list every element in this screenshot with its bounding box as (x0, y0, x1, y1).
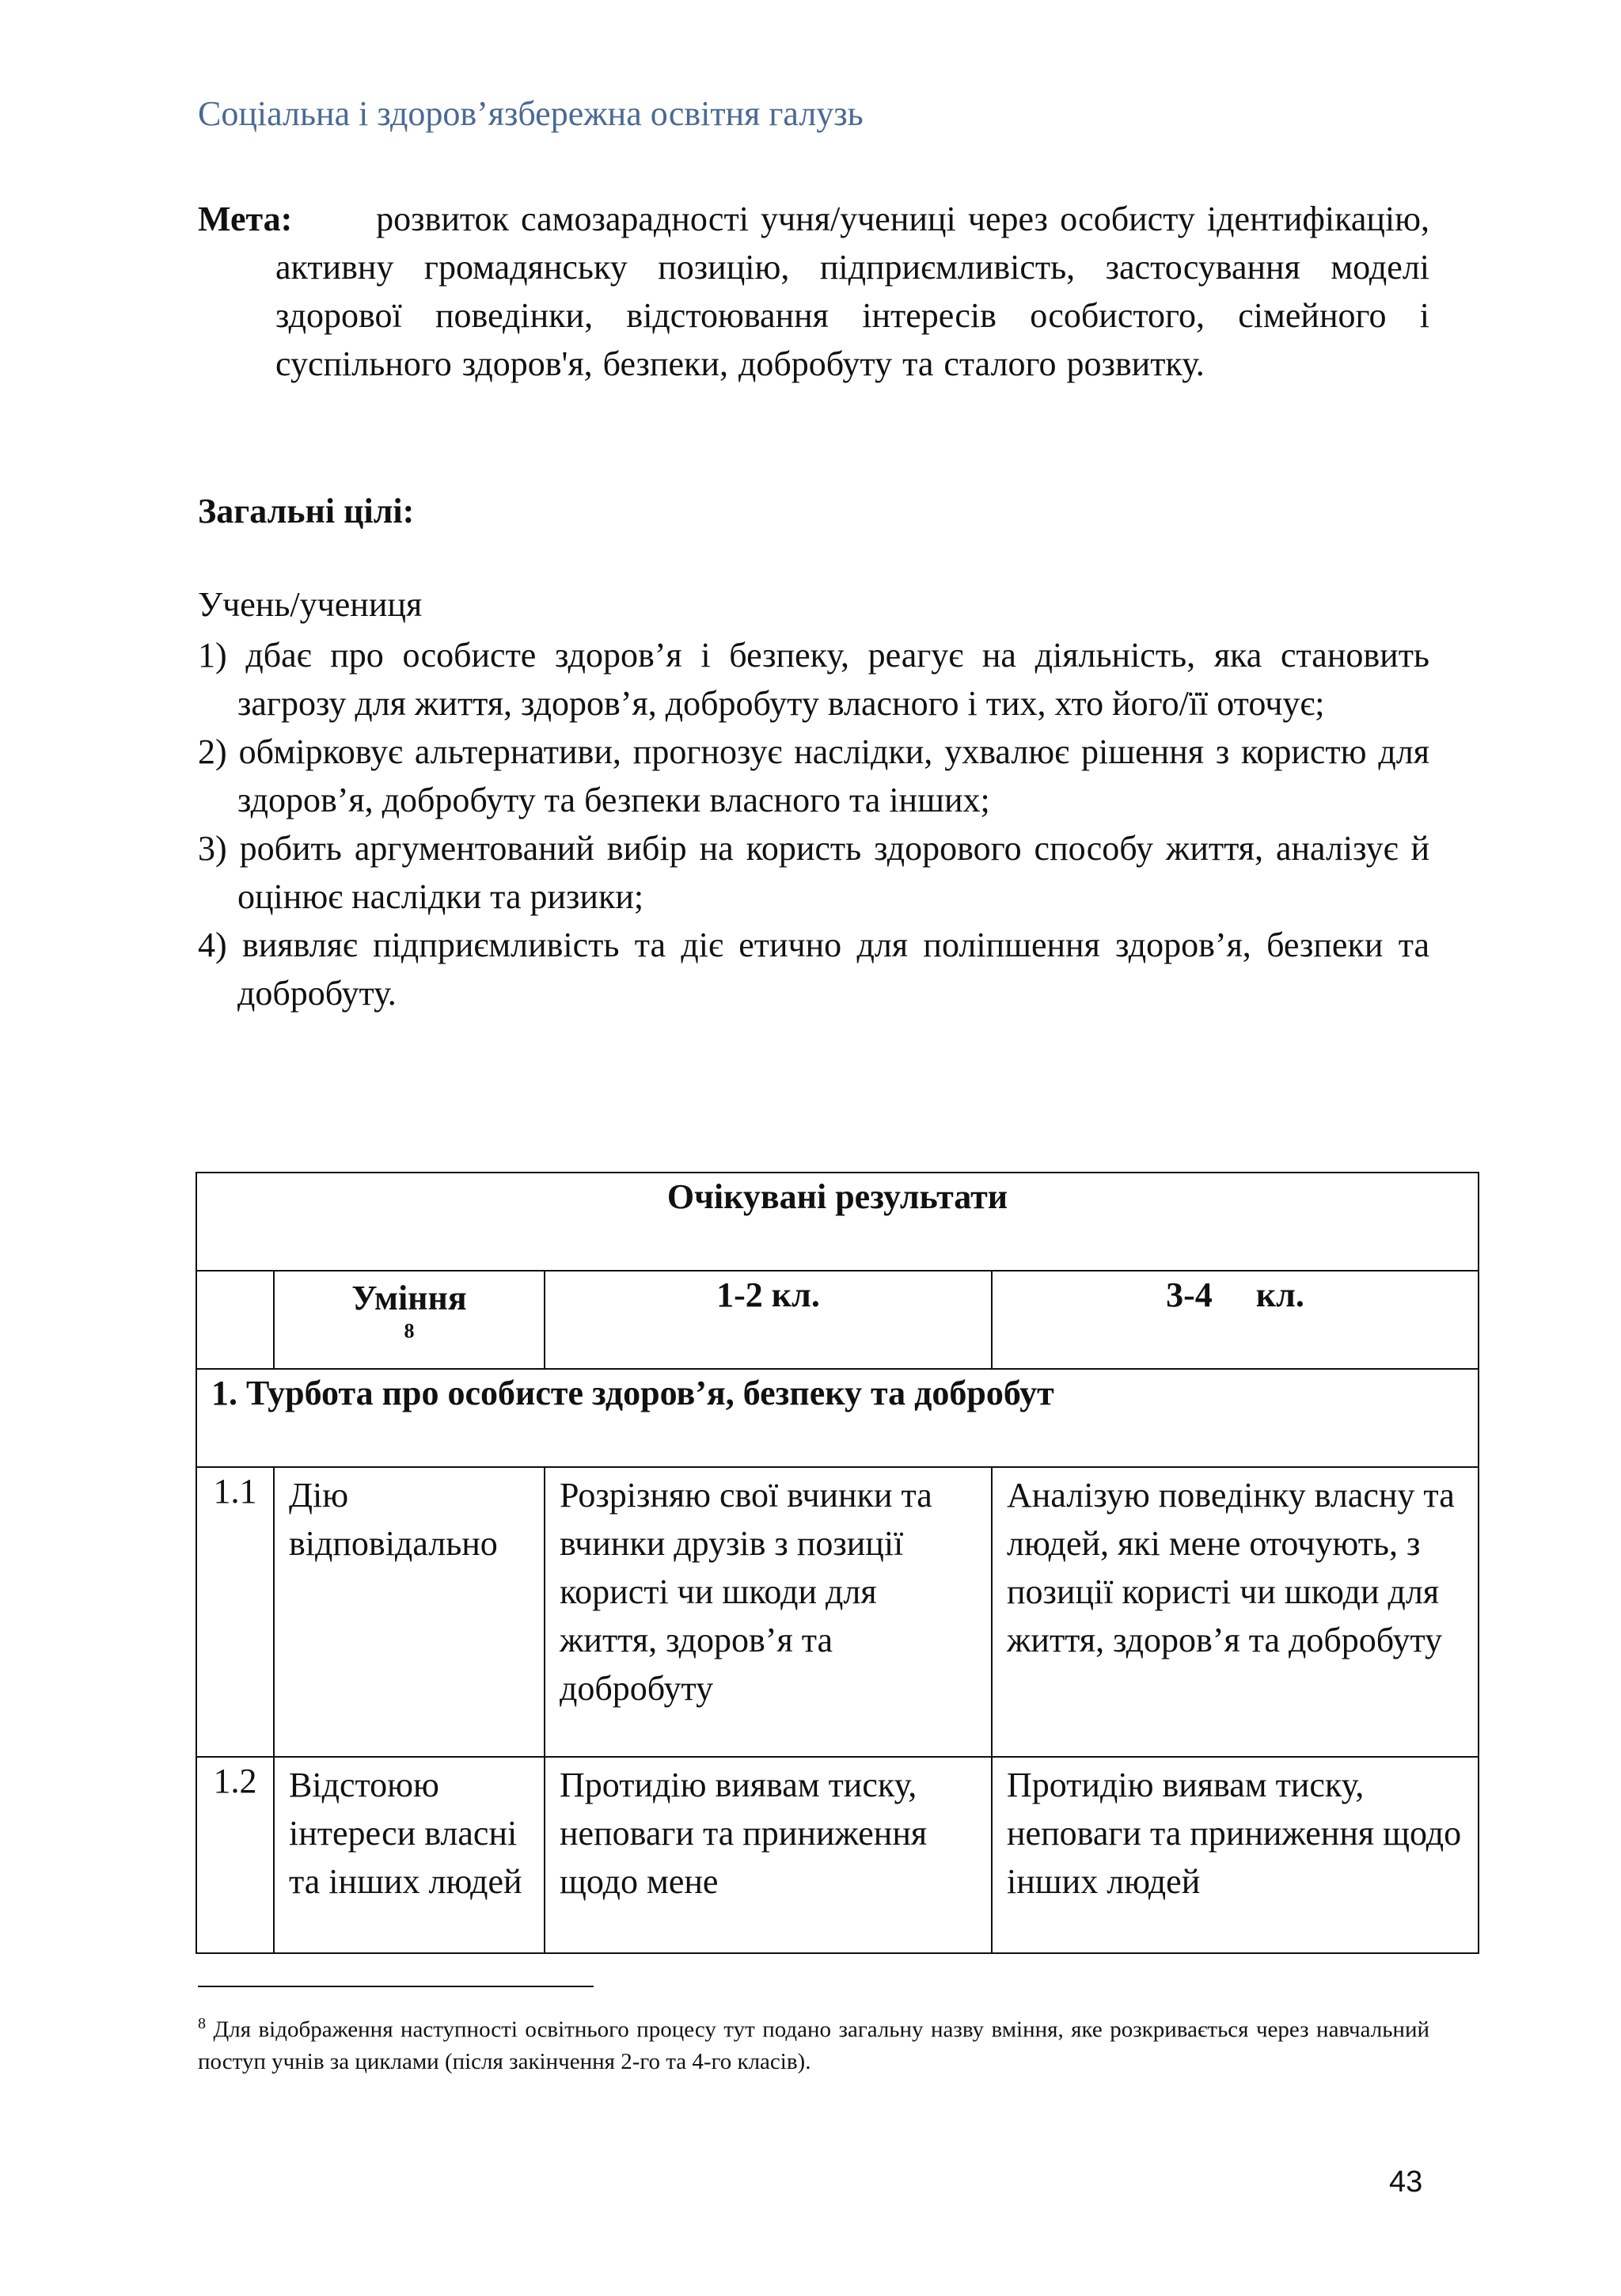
mission-paragraph (198, 195, 1429, 388)
expected-results-table (196, 1172, 1479, 1954)
section-row: 1. Турбота про особисте здоров’я, безпеку та добробут (196, 1369, 1479, 1467)
header-grades-1-2: 1-2 кл. (545, 1271, 992, 1369)
general-goals-title: Загальні цілі: (198, 492, 415, 530)
row-grades-1-2: Протидію виявам тиску, неповаги та приниження щодо мене (545, 1757, 992, 1953)
footnote (198, 2008, 1429, 2077)
goals-list (198, 631, 1429, 1017)
header-skill: Уміння $^8$ (274, 1271, 545, 1369)
row-grades-3-4: Протидію виявам тиску, неповаги та приниження щодо інших людей (992, 1757, 1479, 1953)
goal-item: 2) обмірковує альтернативи, прогнозує наслідки, ухвалює рішення з користю для здоров’я, добробуту та безпеки власного та інших; (198, 732, 1429, 819)
goal-item: 1) дбає про особисте здоров’я і безпеку, реагує на діяльність, яка становить загрозу для життя, здоров’я, добробуту власного і тих, хто його/її оточує; (198, 636, 1429, 723)
footnote-ref: 8 (404, 1319, 415, 1343)
mission-spacer (292, 200, 376, 238)
goal-item: 3) робить аргументований вибір на користь здорового способу життя, аналізує й оцінює наслідки та ризики; (198, 829, 1429, 916)
row-number: 1.1 (196, 1467, 274, 1757)
footnote-divider (198, 1986, 594, 1987)
mission-text: розвиток самозарадності учня/учениці через особисту ідентифікацію, активну громадянську позицію, підприємливість, застосування моделі здорової поведінки, відстоювання інтересів особистого, сімейного і суспільного здоров'я, безпеки, добробуту та сталого розвитку. (275, 200, 1430, 383)
table-title: Очікувані результати (196, 1173, 1479, 1271)
row-skill: Дію відповідально (274, 1467, 545, 1757)
footnote-mark: 8 (198, 2015, 206, 2032)
row-grades-3-4: Аналізую поведінку власну та людей, які мене оточують, з позиції користі чи шкоди для життя, здоров’я та добробуту (992, 1467, 1479, 1757)
row-skill: Відстоюю інтереси власні та інших людей (274, 1757, 545, 1953)
goal-item: 4) виявляє підприємливість та діє етично для поліпшення здоров’я, безпеки та добробуту. (198, 926, 1429, 1013)
section-heading: Соціальна і здоров’язбережна освітня галузь (198, 94, 864, 133)
header-grades-3-4: 3-4 кл. (992, 1271, 1479, 1369)
row-grades-1-2: Розрізняю свої вчинки та вчинки друзів з позиції користі чи шкоди для життя, здоров’я та добробуту (545, 1467, 992, 1757)
mission-label: Мета: (198, 200, 293, 238)
row-number: 1.2 (196, 1757, 274, 1953)
table-row (196, 1467, 1479, 1757)
page-number: 43 (1389, 2165, 1423, 2199)
table-row (196, 1757, 1479, 1953)
footnote-text: Для відображення наступності освітнього процесу тут подано загальну назву вміння, яке розкривається через навчальний поступ учнів за циклами (після закінчення 2-го та 4-го класів). (198, 2017, 1429, 2074)
learner-label: Учень/учениця (198, 585, 423, 624)
header-empty-cell (196, 1271, 274, 1369)
